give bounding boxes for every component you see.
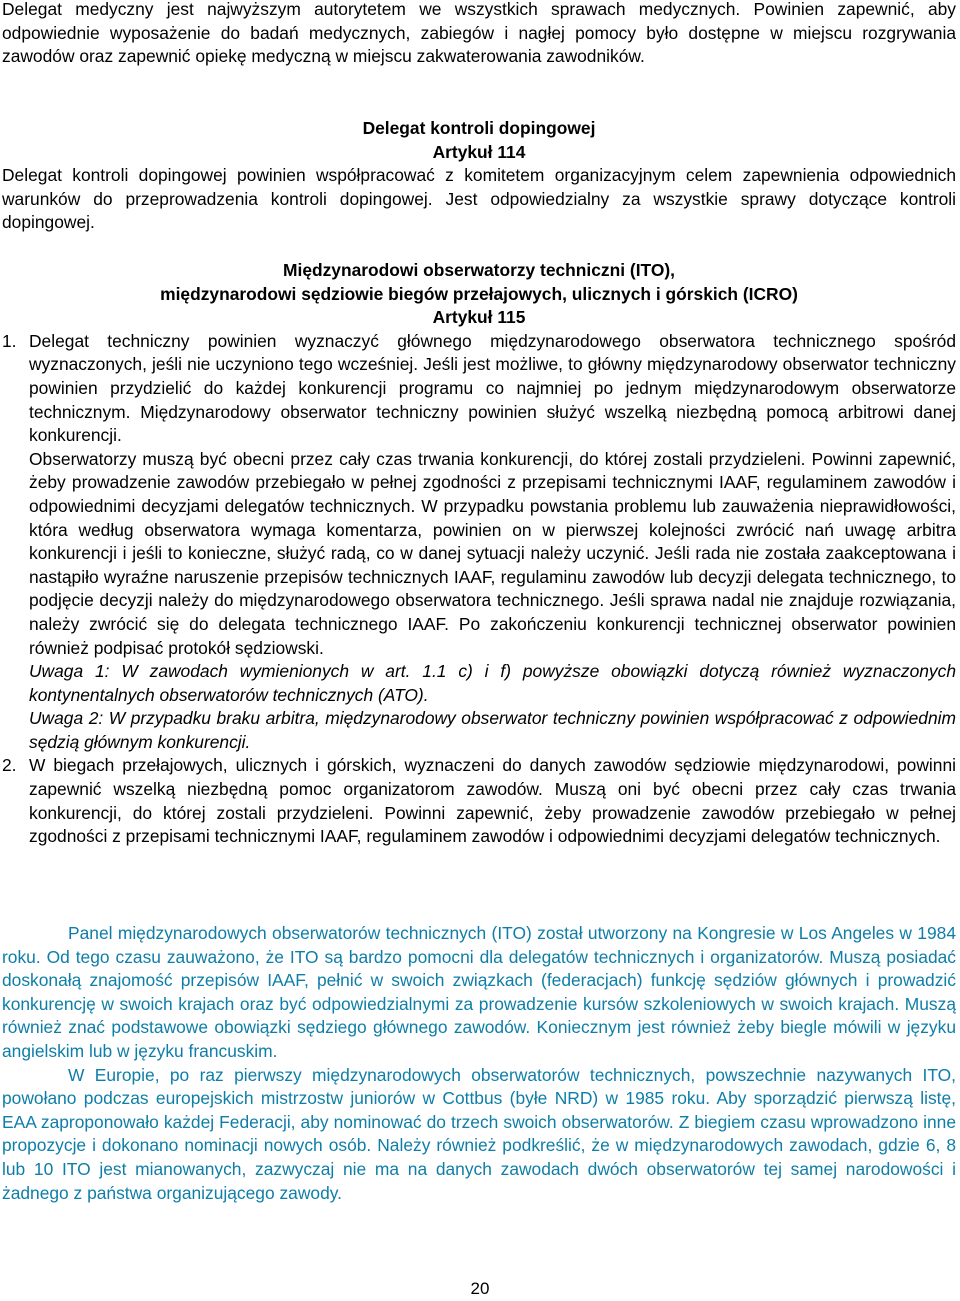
doping-control-section xyxy=(2,117,956,235)
section-heading: Delegat kontroli dopingowej xyxy=(362,118,596,138)
list-item-paragraph: W biegach przełajowych, ulicznych i górskich, wyznaczeni do danych zawodów sędziowie międzynarodowi, powinni zapewnić wszelką niezbędną pomoc organizatorom zawodów. Muszą oni być obecni przez cały czas trwania konkurencji, do której zostali przydzieleni. Powinni zapewnić, żeby prowadzenie zawodów przebiegało w pełnej zgodności z przepisami technicznymi IAAF, regulaminem zawodów i odpowiednimi decyzjami delegatów technicznych. xyxy=(29,755,956,847)
list-item xyxy=(2,754,956,848)
commentary-paragraph: Panel międzynarodowych obserwatorów technicznych (ITO) został utworzony na Kongresie w Los Angeles w 1984 roku. Od tego czasu zauważono, że ITO są bardzo pomocni dla delegatów technicznych i organizatorów. Muszą posiadać doskonałą znajomość przepisów IAAF, pełnić w swoich związkach (federacjach) funkcję sędziów głównych i prowadzić konkurencję w swoich krajach oraz być odpowiedzialnymi za prowadzenie kursów szkoleniowych w swoich krajach. Muszą również znać podstawowe obowiązki sędziego głównego zawodów. Koniecznym jest również żeby biegle mówili w języku angielskim lub w języku francuskim. xyxy=(2,923,956,1061)
ito-section xyxy=(2,259,956,849)
commentary-paragraph: W Europie, po raz pierwszy międzynarodowych obserwatorów technicznych, powszechnie nazywanych ITO, powołano podczas europejskich mistrzostw juniorów w Cottbus (byłe NRD) w 1985 roku. Aby sporządzić pierwszą listę, EAA zaproponowało każdej Federacji, aby nominować do trzech swoich obserwatorów. Z biegiem czasu wprowadzono inne propozycje i dokonano nominacji nowych osób. Należy również podkreślić, że w międzynarodowych zawodach, gdzie 6, 8 lub 10 ITO jest mianowanych, zazwyczaj nie ma na danych zawodach dwóch obserwatorów tej samej narodowości i żadnego z państwa organizującego zawody. xyxy=(2,1064,956,1203)
section-heading-line1: Międzynarodowi obserwatorzy techniczni (ITO), xyxy=(283,260,675,280)
list-item-paragraph: Obserwatorzy muszą być obecni przez cały czas trwania konkurencji, do której zostali przydzieleni. Powinni zapewnić, żeby prowadzenie zawodów przebiegało w pełnej zgodności z przepisami technicznymi IAAF, regulaminem zawodów i odpowiednimi decyzjami delegatów technicznych. W przypadku powstania problemu lub zauważenia nieprawidłowości, która według obserwatora wymaga komentarza, powinien on w pierwszej kolejności zwrócić nań uwagę arbitra konkurencji i jeśli to konieczne, służyć radą, co w danej sytuacji należy uczynić. Jeśli rada nie została zaakceptowana i nastąpiło wyraźne naruszenie przepisów technicznych IAAF, regulaminu zawodów lub decyzji delegata technicznego, to podjęcie decyzji należy do międzynarodowego obserwatora technicznego. Jeśli sprawa nadal nie znajduje rozwiązania, należy zwrócić się do delegata technicznego IAAF. Po zakończeniu konkurencji technicznej obserwator powinien również podpisać protokół sędziowski. xyxy=(29,448,956,658)
intro-section xyxy=(2,0,956,69)
note: Uwaga 1: W zawodach wymienionych w art. 1.1 c) i f) powyższe obowiązki dotyczą również wyznaczonych kontynentalnych obserwatorów technicznych (ATO). xyxy=(29,661,956,705)
section-heading-line2: międzynarodowi sędziowie biegów przełajowych, ulicznych i górskich (ICRO) xyxy=(160,283,798,304)
article-body: Delegat kontroli dopingowej powinien współpracować z komitetem organizacyjnym celem zapewnienia odpowiednich warunków do przeprowadzenia kontroli dopingowej. Jest odpowiedzialny za wszystkie sprawy dotyczące kontroli dopingowej. xyxy=(2,165,956,233)
list-item-number: 1. xyxy=(2,330,17,351)
page-number: 20 xyxy=(470,1279,490,1298)
list-item-number: 2. xyxy=(2,755,17,776)
list-item-paragraph: Delegat techniczny powinien wyznaczyć głównego międzynarodowego obserwatora technicznego spośród wyznaczonych, jeśli nie uczyniono tego wcześniej. Jeśli jest możliwe, to główny międzynarodowy obserwator techniczny powinien przydzielić do każdej konkurencji programu co najmniej po jednym międzynarodowym obserwatorze technicznym. Międzynarodowy obserwator techniczny powinien służyć wszelką niezbędną pomocą arbitrowi danej konkurencji. xyxy=(29,330,956,446)
article-number: Artykuł 114 xyxy=(432,141,526,162)
list-item xyxy=(2,330,956,755)
article-number: Artykuł 115 xyxy=(432,307,526,328)
note: Uwaga 2: W przypadku braku arbitra, międzynarodowy obserwator techniczny powinien współpracować z odpowiednim sędzią głównym konkurencji. xyxy=(29,708,956,752)
commentary-section xyxy=(2,922,956,1205)
intro-paragraph: Delegat medyczny jest najwyższym autorytetem we wszystkich sprawach medycznych. Powinien zapewnić, aby odpowiednie wyposażenie do badań medycznych, zabiegów i nagłej pomocy było dostępne w miejscu rozgrywania zawodów oraz zapewnić opiekę medyczną w miejscu zakwaterowania zawodników. xyxy=(2,0,956,67)
